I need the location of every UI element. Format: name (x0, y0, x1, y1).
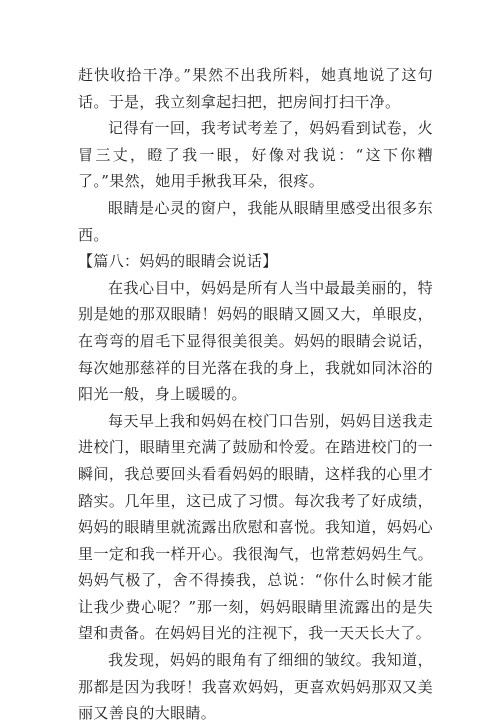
document-body (78, 62, 433, 727)
paragraph-mother-eyes: 在我心目中，妈妈是所有人当中最最美丽的，特别是她的那双眼睛！妈妈的眼睛又圆又大，单眼皮，在弯弯的眉毛下显得很美很美。妈妈的眼睛会说话，每次她那慈祥的目光落在我的身上，我就如同沐浴的阳光一般，身上暖暖的。 (78, 278, 433, 404)
paragraph-exam-memory: 记得有一回，我考试考差了，妈妈看到试卷，火冒三丈，瞪了我一眼，好像对我说：“这下你糟了。”果然，她用手揪我耳朵，很疼。 (78, 119, 433, 191)
paragraph-school-gate: 每天早上我和妈妈在校门口告别，妈妈目送我走进校门，眼睛里充满了鼓励和怜爱。在踏进校门的一瞬间，我总要回头看看妈妈的眼睛，这样我的心里才踏实。几年里，这已成了习惯。每次我考了好成绩，妈妈的眼睛里就流露出欣慰和喜悦。我知道，妈妈心里一定和我一样开心。我很淘气，也常惹妈妈生气。妈妈气极了，舍不得揍我，总说：“你什么时候才能让我少费心呢？”那一刻，妈妈眼睛里流露出的是失望和责备。在妈妈目光的注视下，我一天天长大了。 (78, 411, 433, 643)
paragraph-eyes-window: 眼睛是心灵的窗户，我能从眼睛里感受出很多东西。 (78, 198, 433, 244)
section-heading: 【篇八：妈妈的眼睛会说话】 (78, 252, 278, 271)
paragraph-continuation: 赶快收拾干净。”果然不出我所料，她真地说了这句话。于是，我立刻拿起扫把，把房间打扫干净。 (78, 66, 433, 111)
paragraph-wrinkles: 我发现，妈妈的眼角有了细细的皱纹。我知道，那都是因为我呀！我喜欢妈妈，更喜欢妈妈那双又美丽又善良的大眼睛。 (78, 651, 433, 723)
